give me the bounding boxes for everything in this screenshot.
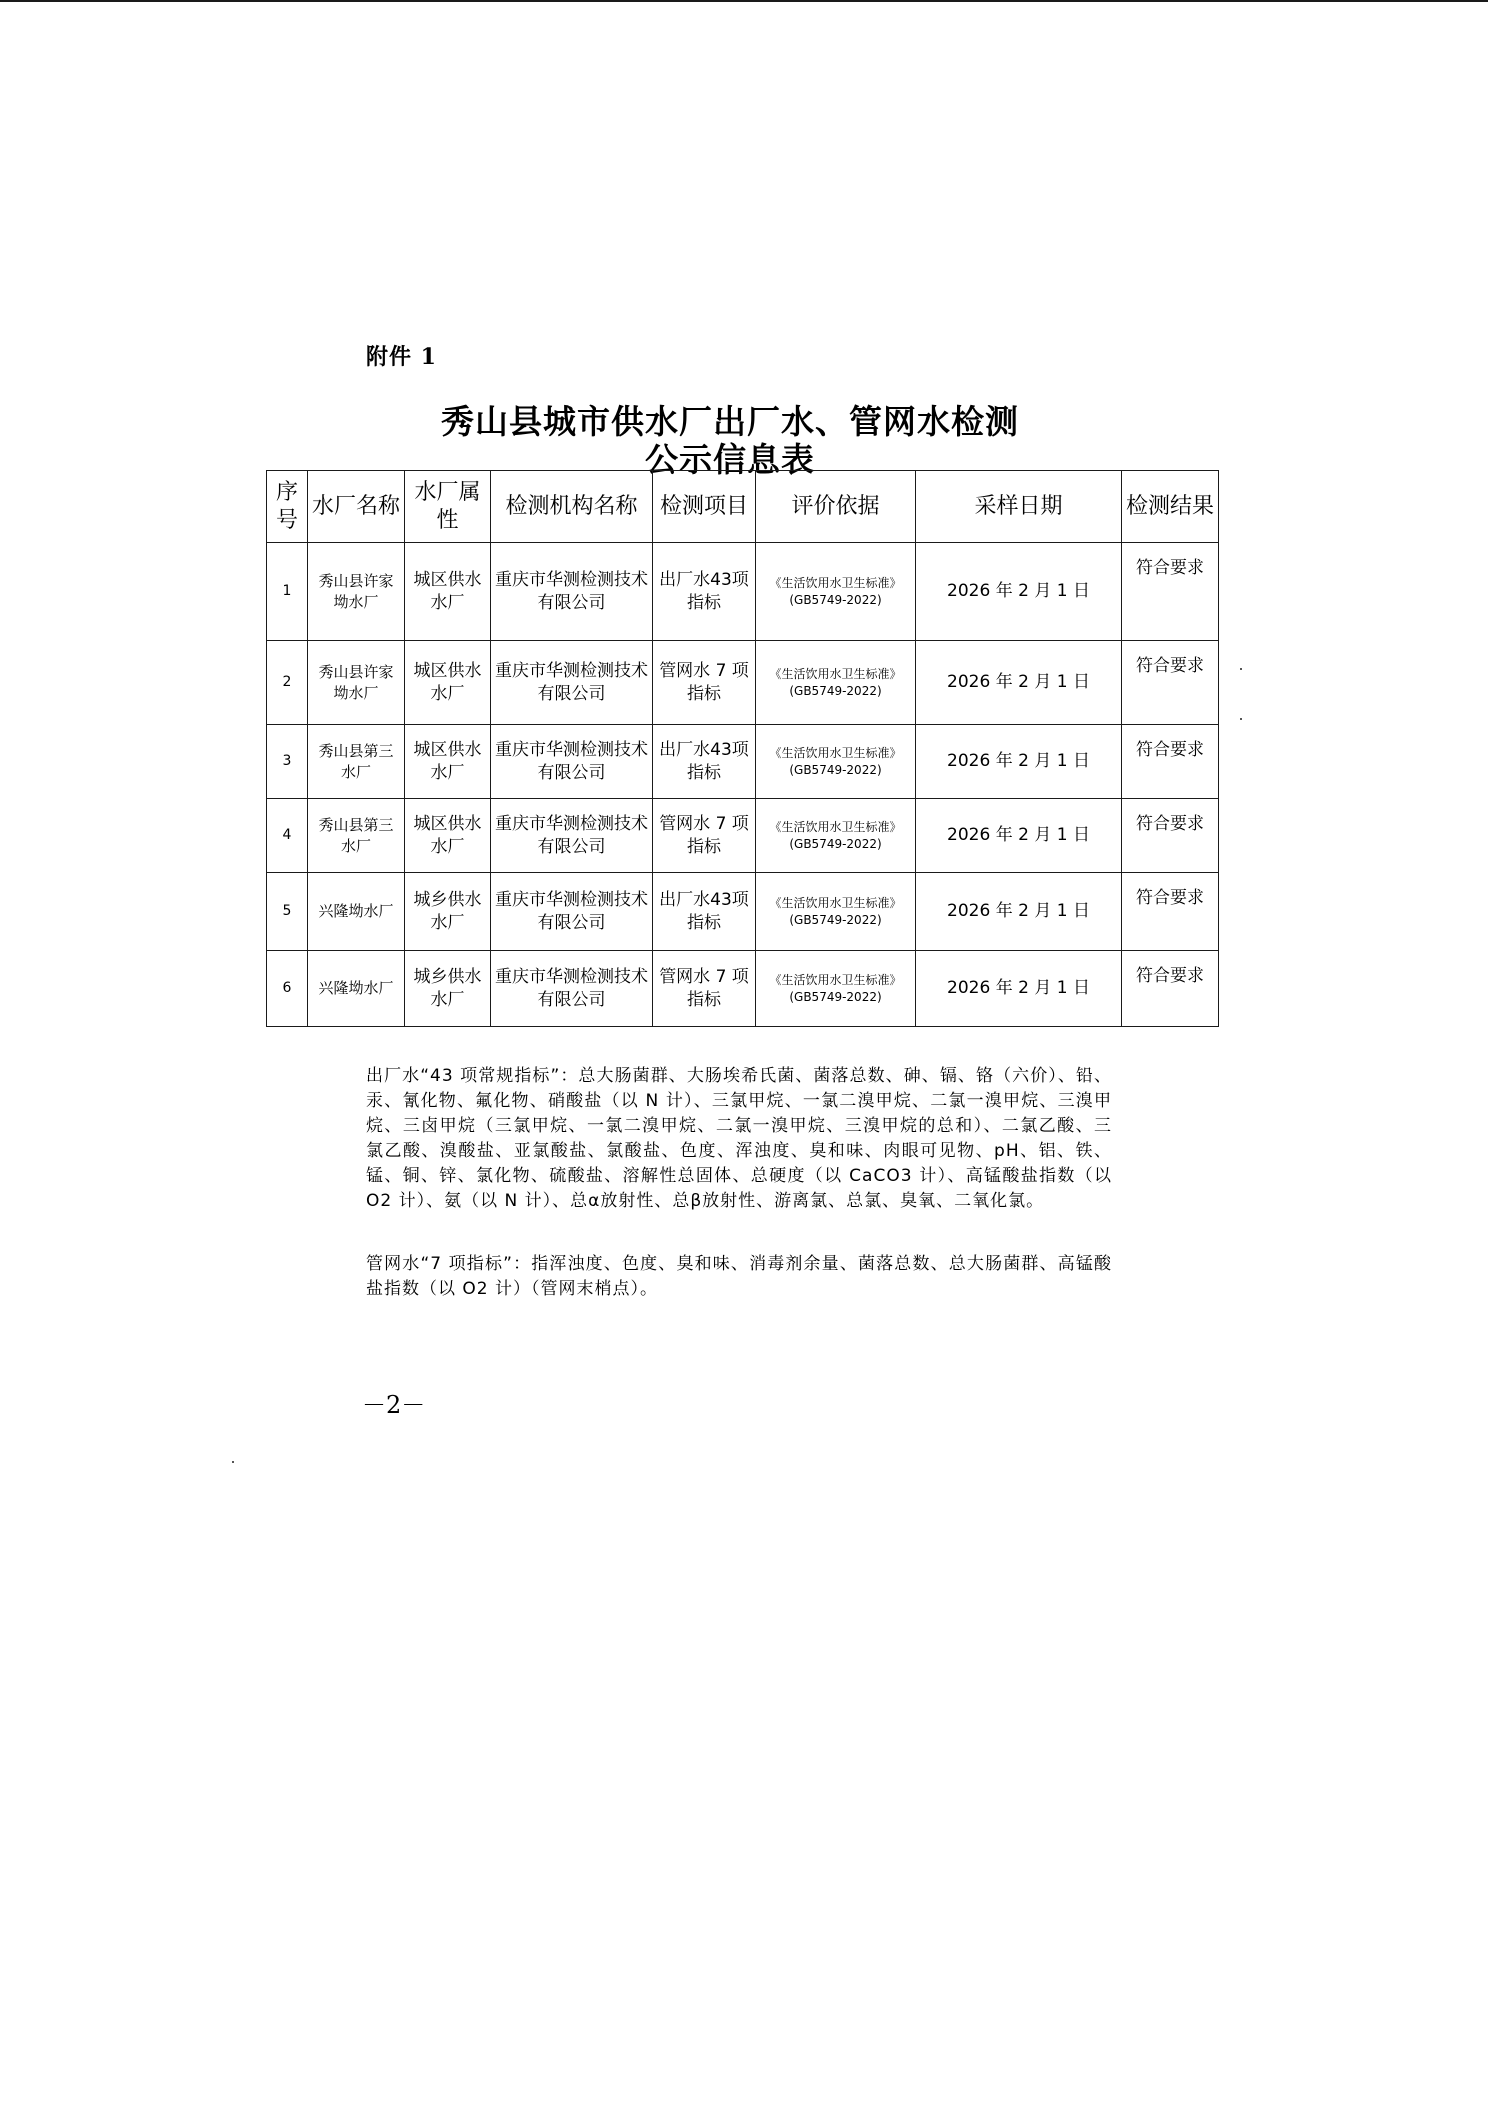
col-header-attr: 水厂属性 [405, 471, 491, 543]
table-row [267, 543, 1219, 641]
cell-plant: 秀山县第三水厂 [308, 799, 405, 873]
cell-date: 2026 年 2 月 1 日 [916, 873, 1122, 951]
cell-result: 符合要求 [1122, 951, 1219, 1027]
scan-speck [1240, 668, 1242, 670]
cell-attr: 城区供水水厂 [405, 799, 491, 873]
cell-no: 4 [267, 799, 308, 873]
cell-no: 3 [267, 725, 308, 799]
cell-org: 重庆市华测检测技术有限公司 [491, 543, 653, 641]
scan-speck [232, 1461, 234, 1463]
cell-no: 5 [267, 873, 308, 951]
cell-date: 2026 年 2 月 1 日 [916, 543, 1122, 641]
cell-attr: 城乡供水水厂 [405, 873, 491, 951]
attachment-label: 附件 1 [366, 344, 437, 370]
cell-attr: 城区供水水厂 [405, 725, 491, 799]
cell-plant: 兴隆坳水厂 [308, 873, 405, 951]
cell-basis: 《生活饮用水卫生标准》(GB5749-2022) [756, 725, 916, 799]
cell-plant: 秀山县第三水厂 [308, 725, 405, 799]
cell-date: 2026 年 2 月 1 日 [916, 951, 1122, 1027]
cell-plant: 秀山县许家坳水厂 [308, 543, 405, 641]
cell-item: 出厂水43项指标 [653, 725, 756, 799]
cell-attr: 城乡供水水厂 [405, 951, 491, 1027]
col-header-item: 检测项目 [653, 471, 756, 543]
cell-date: 2026 年 2 月 1 日 [916, 641, 1122, 725]
col-header-date: 采样日期 [916, 471, 1122, 543]
table-row [267, 799, 1219, 873]
col-header-no: 序号 [267, 471, 308, 543]
cell-no: 2 [267, 641, 308, 725]
cell-basis: 《生活饮用水卫生标准》(GB5749-2022) [756, 641, 916, 725]
cell-basis: 《生活饮用水卫生标准》(GB5749-2022) [756, 873, 916, 951]
cell-basis: 《生活饮用水卫生标准》(GB5749-2022) [756, 799, 916, 873]
cell-date: 2026 年 2 月 1 日 [916, 725, 1122, 799]
cell-no: 6 [267, 951, 308, 1027]
scan-speck [1240, 718, 1242, 720]
cell-item: 管网水 7 项指标 [653, 799, 756, 873]
col-header-plant: 水厂名称 [308, 471, 405, 543]
col-header-basis: 评价依据 [756, 471, 916, 543]
note-pipe-water-7-items: 管网水“7 项指标”：指浑浊度、色度、臭和味、消毒剂余量、菌落总数、总大肠菌群、高锰酸盐指数（以 O2 计）（管网末梢点）。 [366, 1254, 1112, 1299]
cell-item: 管网水 7 项指标 [653, 641, 756, 725]
inspection-table [266, 470, 1219, 1027]
page-number: －2－ [362, 1391, 426, 1419]
table-row [267, 951, 1219, 1027]
cell-result: 符合要求 [1122, 641, 1219, 725]
cell-date: 2026 年 2 月 1 日 [916, 799, 1122, 873]
document-title-line2: 公示信息表 [645, 440, 815, 479]
document-title-line1: 秀山县城市供水厂出厂水、管网水检测 [441, 402, 1019, 441]
cell-item: 出厂水43项指标 [653, 873, 756, 951]
cell-plant: 兴隆坳水厂 [308, 951, 405, 1027]
cell-plant: 秀山县许家坳水厂 [308, 641, 405, 725]
cell-result: 符合要求 [1122, 543, 1219, 641]
cell-org: 重庆市华测检测技术有限公司 [491, 873, 653, 951]
table-row [267, 725, 1219, 799]
page-top-border [0, 0, 1488, 2]
table-row [267, 873, 1219, 951]
cell-result: 符合要求 [1122, 799, 1219, 873]
cell-attr: 城区供水水厂 [405, 543, 491, 641]
col-header-result: 检测结果 [1122, 471, 1219, 543]
cell-basis: 《生活饮用水卫生标准》(GB5749-2022) [756, 951, 916, 1027]
cell-org: 重庆市华测检测技术有限公司 [491, 725, 653, 799]
cell-item: 管网水 7 项指标 [653, 951, 756, 1027]
table-header-row [267, 471, 1219, 543]
cell-org: 重庆市华测检测技术有限公司 [491, 641, 653, 725]
cell-result: 符合要求 [1122, 873, 1219, 951]
cell-no: 1 [267, 543, 308, 641]
cell-attr: 城区供水水厂 [405, 641, 491, 725]
cell-basis: 《生活饮用水卫生标准》(GB5749-2022) [756, 543, 916, 641]
col-header-org: 检测机构名称 [491, 471, 653, 543]
cell-org: 重庆市华测检测技术有限公司 [491, 799, 653, 873]
table-row [267, 641, 1219, 725]
cell-org: 重庆市华测检测技术有限公司 [491, 951, 653, 1027]
cell-item: 出厂水43项指标 [653, 543, 756, 641]
cell-result: 符合要求 [1122, 725, 1219, 799]
note-factory-water-43-items: 出厂水“43 项常规指标”：总大肠菌群、大肠埃希氏菌、菌落总数、砷、镉、铬（六价）、铅、汞、氰化物、氟化物、硝酸盐（以 N 计）、三氯甲烷、一氯二溴甲烷、二氯一溴甲烷、三溴甲烷、三卤甲烷（三氯甲烷、一氯二溴甲烷、二氯一溴甲烷、三溴甲烷的总和）、二氯乙酸、三氯乙酸、溴酸盐、亚氯酸盐、氯酸盐、色度、浑浊度、臭和味、肉眼可见物、pH、铝、铁、锰、铜、锌、氯化物、硫酸盐、溶解性总固体、总硬度（以 CaCO3 计）、高锰酸盐指数（以 O2 计）、氨（以 N 计）、总α放射性、总β放射性、游离氯、总氯、臭氧、二氧化氯。 [366, 1066, 1112, 1211]
